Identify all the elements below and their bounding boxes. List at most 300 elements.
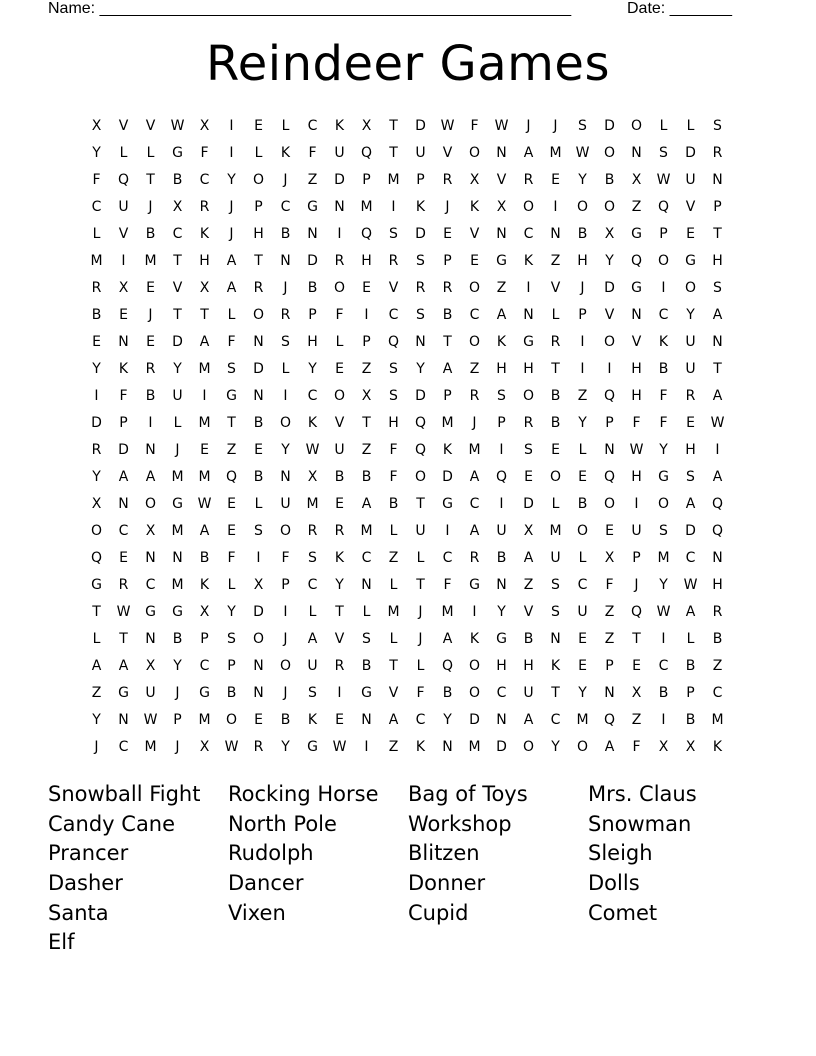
grid-letter: A	[91, 657, 102, 674]
grid-letter: O	[522, 198, 535, 215]
grid-letter: R	[469, 549, 480, 566]
grid-letter: J	[418, 603, 423, 620]
grid-letter: Q	[603, 468, 616, 485]
grid-letter: C	[307, 117, 318, 134]
grid-letter: O	[603, 333, 616, 350]
grid-letter: U	[145, 684, 156, 701]
grid-letter: S	[227, 360, 236, 377]
grid-letter: D	[415, 117, 426, 134]
grid-letter: F	[659, 414, 668, 431]
grid-letter: D	[685, 522, 696, 539]
grid-letter: B	[280, 225, 291, 242]
grid-letter: N	[361, 711, 372, 728]
grid-letter: I	[526, 279, 531, 296]
grid-letter: O	[468, 144, 481, 161]
grid-letter: U	[685, 333, 696, 350]
grid-letter: R	[334, 522, 345, 539]
grid-letter: G	[118, 684, 129, 701]
grid-letter: O	[603, 144, 616, 161]
grid-letter: J	[229, 225, 234, 242]
grid-letter: K	[334, 549, 345, 566]
grid-letter: A	[523, 711, 534, 728]
grid-letter: C	[307, 387, 318, 404]
grid-letter: N	[496, 576, 507, 593]
grid-letter: C	[712, 684, 723, 701]
grid-letter: N	[280, 252, 291, 269]
grid-letter: Q	[630, 252, 643, 269]
grid-letter: Q	[90, 549, 103, 566]
grid-letter: X	[199, 279, 210, 296]
grid-letter: B	[523, 630, 534, 647]
grid-letter: E	[470, 252, 479, 269]
grid-letter: W	[332, 738, 347, 755]
grid-letter: G	[631, 225, 642, 242]
grid-letter: C	[523, 225, 534, 242]
grid-letter: J	[175, 441, 180, 458]
grid-letter: R	[523, 414, 534, 431]
grid-letter: B	[550, 414, 561, 431]
grid-letter: B	[253, 468, 264, 485]
grid-letter: Z	[631, 198, 642, 215]
grid-letter: J	[148, 198, 153, 215]
grid-letter: G	[172, 603, 183, 620]
grid-letter: R	[253, 738, 264, 755]
grid-letter: U	[118, 198, 129, 215]
grid-letter: Y	[578, 414, 587, 431]
grid-letter: U	[685, 171, 696, 188]
grid-letter: L	[551, 306, 560, 323]
grid-letter: K	[496, 333, 507, 350]
grid-letter: T	[335, 603, 344, 620]
grid-letter: Q	[441, 657, 454, 674]
grid-letter: I	[661, 711, 666, 728]
grid-letter: K	[712, 738, 723, 755]
grid-letter: J	[175, 738, 180, 755]
grid-letter: I	[364, 738, 369, 755]
grid-letter: B	[712, 630, 723, 647]
grid-letter: T	[362, 414, 371, 431]
grid-letter: S	[281, 333, 290, 350]
grid-letter: B	[334, 468, 345, 485]
grid-letter: C	[496, 684, 507, 701]
grid-letter: A	[118, 657, 129, 674]
grid-letter: M	[198, 468, 211, 485]
grid-letter: N	[253, 684, 264, 701]
header	[48, 0, 748, 20]
grid-letter: V	[685, 198, 696, 215]
grid-letter: W	[440, 117, 455, 134]
grid-letter: J	[526, 117, 531, 134]
grid-letter: G	[199, 684, 210, 701]
grid-letter: Z	[523, 576, 534, 593]
grid-letter: P	[686, 684, 695, 701]
grid-letter: L	[389, 522, 398, 539]
grid-letter: O	[468, 279, 481, 296]
grid-letter: S	[686, 468, 695, 485]
grid-letter: U	[172, 387, 183, 404]
grid-letter: K	[334, 117, 345, 134]
grid-letter: Z	[361, 360, 372, 377]
grid-letter: O	[414, 468, 427, 485]
grid-letter: E	[254, 711, 263, 728]
word-list-item: Bag of Toys	[408, 782, 528, 806]
grid-letter: X	[118, 279, 129, 296]
grid-letter: R	[118, 576, 129, 593]
grid-letter: P	[443, 252, 452, 269]
grid-letter: Z	[91, 684, 102, 701]
grid-letter: O	[252, 171, 265, 188]
grid-letter: Y	[281, 441, 290, 458]
grid-letter: Q	[711, 495, 724, 512]
grid-letter: B	[145, 225, 156, 242]
grid-letter: E	[605, 522, 614, 539]
grid-letter: N	[253, 657, 264, 674]
grid-letter: Y	[92, 711, 101, 728]
grid-letter: H	[496, 360, 507, 377]
grid-letter: O	[333, 279, 346, 296]
grid-letter: U	[631, 522, 642, 539]
grid-letter: B	[280, 711, 291, 728]
grid-letter: T	[389, 144, 398, 161]
grid-letter: E	[92, 333, 101, 350]
grid-letter: Y	[551, 738, 560, 755]
grid-letter: S	[227, 630, 236, 647]
grid-letter: D	[415, 387, 426, 404]
grid-letter: V	[172, 279, 183, 296]
word-list-item: Candy Cane	[48, 811, 176, 836]
grid-letter: O	[468, 333, 481, 350]
grid-letter: S	[416, 306, 425, 323]
grid-letter: F	[281, 549, 290, 566]
grid-letter: T	[416, 495, 425, 512]
grid-letter: L	[254, 495, 263, 512]
grid-letter: T	[200, 306, 209, 323]
grid-letter: N	[496, 225, 507, 242]
grid-letter: L	[281, 360, 290, 377]
grid-letter: P	[443, 387, 452, 404]
grid-letter: F	[308, 144, 317, 161]
grid-letter: X	[604, 549, 615, 566]
grid-letter: I	[337, 225, 342, 242]
grid-letter: C	[550, 711, 561, 728]
grid-letter: P	[281, 576, 290, 593]
grid-letter: T	[389, 117, 398, 134]
grid-letter: C	[172, 225, 183, 242]
grid-letter: S	[659, 522, 668, 539]
grid-letter: E	[146, 333, 155, 350]
grid-letter: G	[91, 576, 102, 593]
grid-letter: B	[658, 360, 669, 377]
grid-letter: F	[416, 684, 425, 701]
grid-letter: K	[280, 144, 291, 161]
grid-letter: D	[415, 225, 426, 242]
grid-letter: R	[253, 279, 264, 296]
grid-letter: G	[172, 144, 183, 161]
grid-letter: M	[549, 144, 562, 161]
grid-letter: H	[307, 333, 318, 350]
word-list-item: Blitzen	[408, 841, 480, 866]
grid-letter: A	[523, 144, 534, 161]
grid-letter: I	[121, 252, 126, 269]
grid-letter: M	[441, 414, 454, 431]
grid-letter: P	[659, 225, 668, 242]
grid-letter: C	[442, 549, 453, 566]
grid-letter: V	[118, 225, 129, 242]
grid-letter: D	[172, 333, 183, 350]
grid-letter: C	[685, 549, 696, 566]
grid-letter: X	[496, 198, 507, 215]
grid-letter: M	[306, 495, 319, 512]
grid-letter: B	[226, 684, 237, 701]
grid-letter: N	[145, 549, 156, 566]
grid-letter: N	[145, 630, 156, 647]
grid-letter: H	[631, 387, 642, 404]
grid-letter: I	[445, 522, 450, 539]
grid-letter: I	[364, 306, 369, 323]
grid-letter: N	[496, 144, 507, 161]
grid-letter: O	[576, 522, 589, 539]
grid-letter: E	[632, 657, 641, 674]
grid-letter: M	[387, 603, 400, 620]
grid-letter: Q	[360, 225, 373, 242]
grid-letter: U	[334, 144, 345, 161]
grid-letter: B	[496, 549, 507, 566]
grid-letter: N	[712, 171, 723, 188]
grid-letter: Y	[92, 360, 101, 377]
grid-letter: G	[631, 279, 642, 296]
grid-letter: W	[170, 117, 185, 134]
grid-letter: Q	[630, 603, 643, 620]
grid-letter: K	[469, 630, 480, 647]
grid-letter: I	[661, 630, 666, 647]
grid-letter: J	[418, 630, 423, 647]
grid-letter: H	[712, 252, 723, 269]
grid-letter: N	[253, 333, 264, 350]
grid-letter: F	[119, 387, 128, 404]
grid-letter: U	[415, 522, 426, 539]
grid-letter: T	[551, 360, 560, 377]
grid-letter: D	[604, 279, 615, 296]
grid-letter: Z	[469, 360, 480, 377]
grid-letter: D	[469, 711, 480, 728]
grid-letter: S	[308, 684, 317, 701]
grid-letter: E	[524, 468, 533, 485]
grid-letter: R	[442, 279, 453, 296]
grid-letter: O	[468, 684, 481, 701]
grid-letter: V	[496, 171, 507, 188]
grid-letter: S	[713, 117, 722, 134]
grid-letter: I	[499, 495, 504, 512]
grid-letter: K	[415, 738, 426, 755]
grid-letter: C	[658, 306, 669, 323]
grid-letter: N	[334, 198, 345, 215]
grid-letter: N	[604, 684, 615, 701]
word-list-item: Sleigh	[588, 841, 653, 866]
grid-letter: R	[469, 387, 480, 404]
grid-letter: L	[686, 117, 695, 134]
grid-letter: X	[469, 171, 480, 188]
grid-letter: E	[227, 522, 236, 539]
grid-letter: B	[604, 171, 615, 188]
grid-letter: X	[253, 576, 264, 593]
grid-letter: T	[713, 225, 722, 242]
grid-letter: Q	[387, 333, 400, 350]
grid-letter: Z	[604, 603, 615, 620]
grid-letter: N	[631, 144, 642, 161]
grid-letter: O	[630, 117, 643, 134]
grid-letter: Q	[414, 441, 427, 458]
grid-letter: J	[148, 306, 153, 323]
grid-letter: B	[361, 657, 372, 674]
grid-letter: B	[577, 495, 588, 512]
grid-letter: C	[469, 306, 480, 323]
grid-letter: Q	[603, 387, 616, 404]
word-list-item: Elf	[48, 930, 75, 955]
grid-letter: A	[118, 468, 129, 485]
grid-letter: L	[227, 306, 236, 323]
grid-letter: A	[685, 603, 696, 620]
grid-letter: X	[685, 738, 696, 755]
grid-letter: X	[631, 684, 642, 701]
grid-letter: L	[416, 549, 425, 566]
grid-letter: Y	[416, 360, 425, 377]
grid-letter: H	[496, 657, 507, 674]
grid-letter: L	[92, 630, 101, 647]
grid-letter: B	[91, 306, 102, 323]
grid-letter: C	[199, 171, 210, 188]
grid-letter: Y	[443, 711, 452, 728]
grid-letter: A	[388, 711, 399, 728]
grid-letter: X	[145, 522, 156, 539]
grid-letter: R	[712, 603, 723, 620]
grid-letter: M	[549, 522, 562, 539]
grid-letter: J	[94, 738, 99, 755]
grid-letter: P	[605, 414, 614, 431]
grid-letter: G	[658, 468, 669, 485]
grid-letter: E	[443, 225, 452, 242]
grid-letter: F	[605, 576, 614, 593]
grid-letter: X	[91, 495, 102, 512]
grid-letter: Y	[686, 306, 695, 323]
grid-letter: A	[469, 468, 480, 485]
grid-letter: D	[685, 144, 696, 161]
grid-letter: J	[283, 279, 288, 296]
grid-letter: M	[171, 522, 184, 539]
grid-letter: O	[576, 198, 589, 215]
grid-letter: Q	[360, 144, 373, 161]
grid-letter: J	[472, 414, 477, 431]
grid-letter: M	[90, 252, 103, 269]
grid-letter: Z	[604, 630, 615, 647]
grid-letter: P	[632, 549, 641, 566]
grid-letter: B	[145, 387, 156, 404]
grid-letter: N	[712, 549, 723, 566]
grid-letter: E	[200, 441, 209, 458]
grid-letter: I	[607, 360, 612, 377]
grid-letter: X	[658, 738, 669, 755]
grid-letter: H	[388, 414, 399, 431]
grid-letter: E	[578, 630, 587, 647]
grid-letter: L	[389, 630, 398, 647]
grid-letter: I	[148, 414, 153, 431]
grid-letter: C	[91, 198, 102, 215]
grid-letter: I	[580, 333, 585, 350]
grid-letter: V	[145, 117, 156, 134]
word-list-item: Snowball Fight	[48, 782, 201, 806]
grid-letter: G	[145, 603, 156, 620]
word-list-item: Dolls	[588, 871, 640, 896]
grid-letter: V	[550, 279, 561, 296]
grid-letter: X	[199, 738, 210, 755]
grid-letter: N	[280, 468, 291, 485]
grid-letter: A	[199, 333, 210, 350]
grid-letter: F	[632, 738, 641, 755]
grid-letter: L	[254, 144, 263, 161]
grid-letter: O	[333, 387, 346, 404]
grid-letter: L	[308, 603, 317, 620]
word-list-item: Workshop	[408, 811, 512, 836]
word-list-item: Santa	[48, 900, 109, 925]
grid-letter: H	[523, 360, 534, 377]
grid-letter: G	[523, 333, 534, 350]
grid-letter: B	[685, 657, 696, 674]
grid-letter: A	[469, 522, 480, 539]
grid-letter: M	[441, 603, 454, 620]
grid-letter: E	[335, 711, 344, 728]
grid-letter: N	[442, 738, 453, 755]
grid-letter: U	[415, 144, 426, 161]
grid-letter: J	[283, 630, 288, 647]
grid-letter: Z	[307, 171, 318, 188]
grid-letter: M	[198, 711, 211, 728]
grid-letter: K	[469, 198, 480, 215]
grid-letter: F	[443, 576, 452, 593]
grid-letter: M	[711, 711, 724, 728]
grid-letter: W	[116, 603, 131, 620]
grid-letter: O	[657, 252, 670, 269]
grid-letter: I	[229, 117, 234, 134]
grid-letter: O	[225, 711, 238, 728]
grid-letter: L	[551, 495, 560, 512]
grid-letter: D	[118, 441, 129, 458]
grid-letter: S	[389, 360, 398, 377]
grid-letter: R	[685, 387, 696, 404]
grid-letter: O	[252, 630, 265, 647]
grid-letter: C	[118, 522, 129, 539]
grid-letter: R	[307, 522, 318, 539]
grid-letter: L	[389, 576, 398, 593]
grid-letter: Y	[173, 657, 182, 674]
grid-letter: N	[604, 441, 615, 458]
grid-letter: O	[279, 522, 292, 539]
grid-letter: V	[523, 603, 534, 620]
word-list	[48, 780, 768, 958]
grid-letter: R	[550, 333, 561, 350]
grid-letter: Q	[117, 171, 130, 188]
grid-letter: M	[468, 441, 481, 458]
word-list-item: Prancer	[48, 841, 129, 866]
grid-letter: T	[173, 252, 182, 269]
grid-letter: P	[713, 198, 722, 215]
grid-letter: E	[254, 117, 263, 134]
grid-letter: Y	[659, 576, 668, 593]
grid-letter: A	[712, 387, 723, 404]
grid-letter: O	[279, 414, 292, 431]
grid-letter: C	[145, 576, 156, 593]
date-line: _______	[669, 0, 732, 17]
grid-letter: K	[550, 657, 561, 674]
grid-letter: R	[523, 171, 534, 188]
